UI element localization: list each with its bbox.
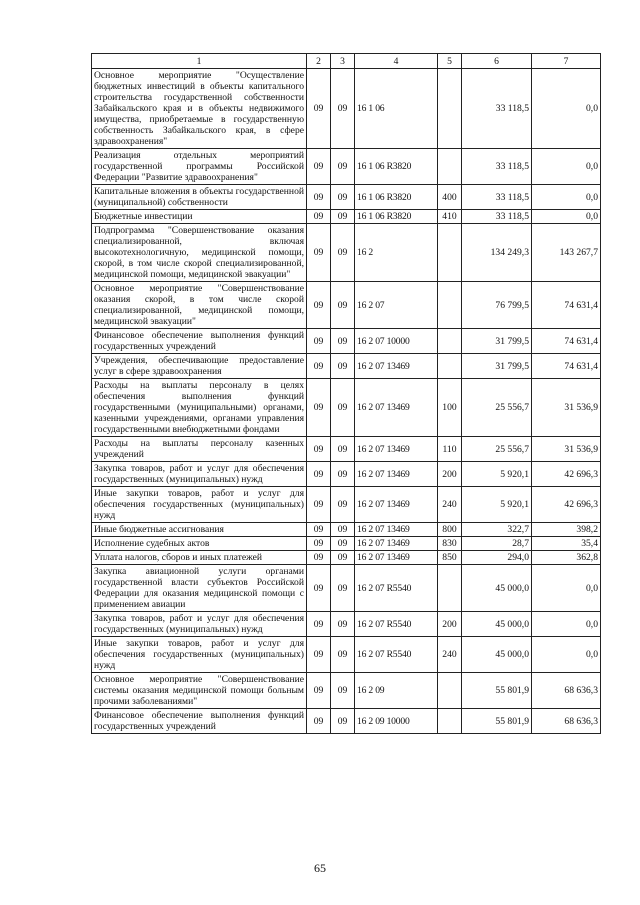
cell-amount-col6: 5 920,1 — [462, 487, 532, 523]
table-row — [92, 612, 601, 637]
cell-target-article: 16 2 09 — [355, 673, 438, 709]
table-row — [92, 462, 601, 487]
cell-target-article: 16 2 07 10000 — [355, 329, 438, 354]
cell-subsection: 09 — [331, 379, 355, 437]
cell-target-article: 16 1 06 R3820 — [355, 210, 438, 224]
cell-target-article: 16 2 07 13469 — [355, 437, 438, 462]
row-name: Закупка товаров, работ и услуг для обеспечения государственных (муниципальных) нужд — [92, 462, 307, 487]
column-header-5: 5 — [438, 54, 462, 69]
row-name: Расходы на выплаты персоналу казенных учреждений — [92, 437, 307, 462]
cell-subsection: 09 — [331, 565, 355, 612]
cell-subsection: 09 — [331, 354, 355, 379]
cell-amount-col6: 5 920,1 — [462, 462, 532, 487]
cell-section: 09 — [307, 462, 331, 487]
cell-subsection: 09 — [331, 709, 355, 734]
cell-subsection: 09 — [331, 185, 355, 210]
row-name: Подпрограмма "Совершенствование оказания специализированной, включая высокотехнологичную, медицинской помощи, скорой, в том числе скорой специализированной, медицинской помощи, медицинской эвакуации" — [92, 224, 307, 282]
column-header-1: 1 — [92, 54, 307, 69]
row-name: Основное мероприятие "Совершенствование системы оказания медицинской помощи больным прочими заболеваниями" — [92, 673, 307, 709]
cell-subsection: 09 — [331, 282, 355, 329]
row-name: Основное мероприятие "Совершенствование оказания скорой, в том числе скорой специализированной, медицинской помощи, медицинской эвакуации" — [92, 282, 307, 329]
cell-section: 09 — [307, 437, 331, 462]
column-header-7: 7 — [532, 54, 601, 69]
table-row — [92, 282, 601, 329]
cell-target-article: 16 2 07 13469 — [355, 379, 438, 437]
cell-subsection: 09 — [331, 487, 355, 523]
cell-amount-col7: 0,0 — [532, 185, 601, 210]
cell-expense-type — [438, 282, 462, 329]
cell-target-article: 16 1 06 R3820 — [355, 185, 438, 210]
cell-amount-col7: 0,0 — [532, 69, 601, 149]
cell-section: 09 — [307, 565, 331, 612]
cell-expense-type — [438, 329, 462, 354]
row-name: Иные закупки товаров, работ и услуг для обеспечения государственных (муниципальных) нужд — [92, 637, 307, 673]
page-number: 65 — [314, 861, 326, 875]
row-name: Закупка авиационной услуги органами государственной власти субъектов Российской Федерации для оказания медицинской помощи с применением авиации — [92, 565, 307, 612]
cell-section: 09 — [307, 69, 331, 149]
table-row — [92, 354, 601, 379]
column-header-4: 4 — [355, 54, 438, 69]
cell-target-article: 16 2 07 R5540 — [355, 637, 438, 673]
cell-amount-col7: 31 536,9 — [532, 379, 601, 437]
table-row — [92, 224, 601, 282]
cell-section: 09 — [307, 551, 331, 565]
cell-section: 09 — [307, 537, 331, 551]
cell-expense-type: 110 — [438, 437, 462, 462]
cell-section: 09 — [307, 637, 331, 673]
cell-subsection: 09 — [331, 523, 355, 537]
table-body — [92, 69, 601, 734]
cell-subsection: 09 — [331, 224, 355, 282]
row-name: Иные закупки товаров, работ и услуг для обеспечения государственных (муниципальных) нужд — [92, 487, 307, 523]
cell-amount-col6: 33 118,5 — [462, 149, 532, 185]
cell-amount-col7: 0,0 — [532, 149, 601, 185]
cell-amount-col6: 25 556,7 — [462, 379, 532, 437]
column-header-6: 6 — [462, 54, 532, 69]
cell-amount-col6: 31 799,5 — [462, 354, 532, 379]
row-name: Уплата налогов, сборов и иных платежей — [92, 551, 307, 565]
table-row — [92, 565, 601, 612]
cell-amount-col6: 45 000,0 — [462, 637, 532, 673]
table-row — [92, 537, 601, 551]
cell-amount-col6: 322,7 — [462, 523, 532, 537]
budget-table — [91, 53, 601, 734]
table-row — [92, 487, 601, 523]
cell-expense-type — [438, 673, 462, 709]
cell-target-article: 16 2 07 — [355, 282, 438, 329]
cell-target-article: 16 2 07 13469 — [355, 354, 438, 379]
cell-expense-type: 200 — [438, 462, 462, 487]
cell-expense-type: 200 — [438, 612, 462, 637]
table-row — [92, 523, 601, 537]
cell-subsection: 09 — [331, 673, 355, 709]
cell-section: 09 — [307, 487, 331, 523]
table-row — [92, 709, 601, 734]
cell-section: 09 — [307, 709, 331, 734]
cell-expense-type: 800 — [438, 523, 462, 537]
cell-amount-col7: 0,0 — [532, 565, 601, 612]
row-name: Основное мероприятие "Осуществление бюджетных инвестиций в объекты капитального строительства государственной собственности Забайкальского края и в объекты недвижимого имущества, приобретаемые в государственную собственность Забайкальского края, в сфере здравоохранения" — [92, 69, 307, 149]
cell-target-article: 16 2 07 R5540 — [355, 565, 438, 612]
cell-amount-col6: 25 556,7 — [462, 437, 532, 462]
cell-section: 09 — [307, 210, 331, 224]
cell-section: 09 — [307, 185, 331, 210]
cell-expense-type: 850 — [438, 551, 462, 565]
cell-expense-type — [438, 709, 462, 734]
cell-section: 09 — [307, 329, 331, 354]
cell-target-article: 16 2 07 13469 — [355, 537, 438, 551]
cell-target-article: 16 1 06 R3820 — [355, 149, 438, 185]
cell-expense-type — [438, 69, 462, 149]
cell-subsection: 09 — [331, 551, 355, 565]
cell-subsection: 09 — [331, 69, 355, 149]
cell-amount-col7: 42 696,3 — [532, 462, 601, 487]
cell-expense-type: 240 — [438, 637, 462, 673]
cell-amount-col7: 74 631,4 — [532, 354, 601, 379]
cell-amount-col6: 33 118,5 — [462, 69, 532, 149]
cell-amount-col6: 294,0 — [462, 551, 532, 565]
cell-amount-col7: 42 696,3 — [532, 487, 601, 523]
cell-expense-type — [438, 224, 462, 282]
cell-section: 09 — [307, 379, 331, 437]
cell-amount-col7: 74 631,4 — [532, 329, 601, 354]
cell-subsection: 09 — [331, 637, 355, 673]
cell-amount-col7: 68 636,3 — [532, 709, 601, 734]
cell-amount-col6: 45 000,0 — [462, 565, 532, 612]
table-row — [92, 551, 601, 565]
row-name: Иные бюджетные ассигнования — [92, 523, 307, 537]
table-row — [92, 210, 601, 224]
cell-amount-col6: 33 118,5 — [462, 210, 532, 224]
row-name: Финансовое обеспечение выполнения функций государственных учреждений — [92, 329, 307, 354]
cell-section: 09 — [307, 224, 331, 282]
cell-expense-type: 100 — [438, 379, 462, 437]
cell-target-article: 16 2 07 R5540 — [355, 612, 438, 637]
cell-amount-col6: 55 801,9 — [462, 673, 532, 709]
cell-subsection: 09 — [331, 329, 355, 354]
table-row — [92, 149, 601, 185]
cell-subsection: 09 — [331, 462, 355, 487]
cell-amount-col7: 0,0 — [532, 210, 601, 224]
cell-amount-col6: 134 249,3 — [462, 224, 532, 282]
row-name: Бюджетные инвестиции — [92, 210, 307, 224]
cell-amount-col7: 74 631,4 — [532, 282, 601, 329]
table-row — [92, 185, 601, 210]
row-name: Исполнение судебных актов — [92, 537, 307, 551]
row-name: Закупка товаров, работ и услуг для обеспечения государственных (муниципальных) нужд — [92, 612, 307, 637]
row-name: Финансовое обеспечение выполнения функций государственных учреждений — [92, 709, 307, 734]
row-name: Расходы на выплаты персоналу в целях обеспечения выполнения функций государственными (муниципальными) органами, казенными учреждениями, органами управления государственными внебюджетными фондами — [92, 379, 307, 437]
cell-subsection: 09 — [331, 149, 355, 185]
cell-target-article: 16 2 — [355, 224, 438, 282]
cell-amount-col7: 31 536,9 — [532, 437, 601, 462]
cell-expense-type: 830 — [438, 537, 462, 551]
table-row — [92, 69, 601, 149]
row-name: Капитальные вложения в объекты государственной (муниципальной) собственности — [92, 185, 307, 210]
table-row — [92, 673, 601, 709]
cell-amount-col6: 33 118,5 — [462, 185, 532, 210]
table-header-row — [92, 54, 601, 69]
cell-amount-col6: 76 799,5 — [462, 282, 532, 329]
cell-amount-col6: 45 000,0 — [462, 612, 532, 637]
cell-expense-type — [438, 354, 462, 379]
row-name: Учреждения, обеспечивающие предоставление услуг в сфере здравоохранения — [92, 354, 307, 379]
cell-expense-type — [438, 565, 462, 612]
cell-amount-col7: 0,0 — [532, 612, 601, 637]
table-row — [92, 637, 601, 673]
cell-amount-col7: 68 636,3 — [532, 673, 601, 709]
cell-amount-col7: 398,2 — [532, 523, 601, 537]
cell-section: 09 — [307, 282, 331, 329]
cell-subsection: 09 — [331, 437, 355, 462]
cell-amount-col7: 0,0 — [532, 637, 601, 673]
cell-subsection: 09 — [331, 612, 355, 637]
cell-target-article: 16 1 06 — [355, 69, 438, 149]
cell-amount-col6: 28,7 — [462, 537, 532, 551]
cell-section: 09 — [307, 354, 331, 379]
column-header-2: 2 — [307, 54, 331, 69]
table-row — [92, 437, 601, 462]
cell-amount-col6: 55 801,9 — [462, 709, 532, 734]
cell-target-article: 16 2 07 13469 — [355, 487, 438, 523]
cell-target-article: 16 2 07 13469 — [355, 462, 438, 487]
cell-expense-type: 410 — [438, 210, 462, 224]
row-name: Реализация отдельных мероприятий государственной программы Российской Федерации "Развитие здравоохранения" — [92, 149, 307, 185]
cell-amount-col6: 31 799,5 — [462, 329, 532, 354]
cell-amount-col7: 35,4 — [532, 537, 601, 551]
cell-target-article: 16 2 09 10000 — [355, 709, 438, 734]
cell-expense-type: 240 — [438, 487, 462, 523]
cell-amount-col7: 362,8 — [532, 551, 601, 565]
cell-subsection: 09 — [331, 210, 355, 224]
cell-section: 09 — [307, 673, 331, 709]
cell-target-article: 16 2 07 13469 — [355, 523, 438, 537]
column-header-3: 3 — [331, 54, 355, 69]
cell-section: 09 — [307, 149, 331, 185]
cell-amount-col7: 143 267,7 — [532, 224, 601, 282]
table-row — [92, 379, 601, 437]
cell-subsection: 09 — [331, 537, 355, 551]
cell-expense-type: 400 — [438, 185, 462, 210]
cell-target-article: 16 2 07 13469 — [355, 551, 438, 565]
cell-section: 09 — [307, 612, 331, 637]
cell-expense-type — [438, 149, 462, 185]
cell-section: 09 — [307, 523, 331, 537]
table-row — [92, 329, 601, 354]
